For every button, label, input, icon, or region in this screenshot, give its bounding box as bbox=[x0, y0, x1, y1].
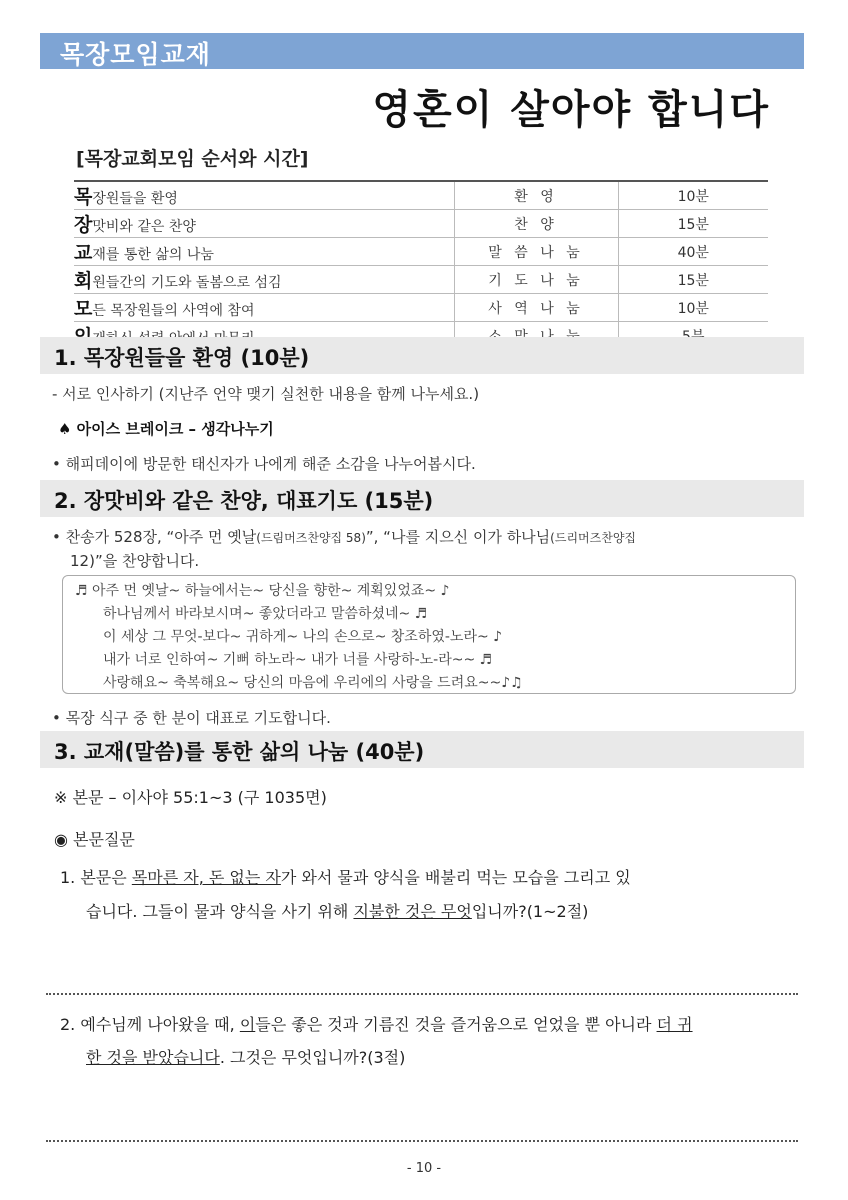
row-label: 재를 통한 삶의 나눔 bbox=[92, 247, 214, 263]
order-table bbox=[74, 180, 768, 351]
table-row bbox=[74, 181, 768, 210]
row-time: 10분 bbox=[618, 181, 768, 210]
order-heading: [목장교회모임 순서와 시간] bbox=[76, 148, 309, 170]
lyric-line: 이 세상 그 무엇-보다~ 귀하게~ 나의 손으로~ 창조하였-노라~ ♪ bbox=[103, 629, 503, 645]
row-type: 기 도 나 눔 bbox=[454, 266, 618, 294]
banner-title: 목장모임교재 bbox=[60, 40, 211, 69]
hymn-line-2: 12)”을 찬양합니다. bbox=[70, 552, 200, 570]
section-1-header bbox=[40, 337, 804, 374]
row-label: 맛비와 같은 찬양 bbox=[92, 219, 196, 235]
prayer-line: • 목장 식구 중 한 분이 대표로 기도합니다. bbox=[52, 709, 331, 727]
question-1-cont: 습니다. 그들이 물과 양식을 사기 위해 지불한 것은 무엇입니까?(1~2절) bbox=[86, 902, 589, 921]
row-time: 15분 bbox=[618, 266, 768, 294]
lyrics-box bbox=[62, 575, 796, 694]
row-time: 15분 bbox=[618, 210, 768, 238]
question-2-cont: 한 것을 받았습니다. 그것은 무엇입니까?(3절) bbox=[86, 1048, 406, 1067]
lyric-line: 하나님께서 바라보시며~ 좋았더라고 말씀하셨네~ ♬ bbox=[103, 606, 428, 622]
section-2-title: 2. 장맛비와 같은 찬양, 대표기도 (15분) bbox=[54, 489, 434, 513]
table-row bbox=[74, 294, 768, 322]
row-initial: 목 bbox=[74, 186, 93, 208]
row-label: 원들간의 기도와 돌봄으로 섬김 bbox=[92, 275, 282, 291]
lyric-line: ♬ 아주 먼 옛날~ 하늘에서는~ 당신을 향한~ 계획있었죠~ ♪ bbox=[75, 583, 450, 599]
row-initial: 교 bbox=[74, 242, 93, 264]
table-row bbox=[74, 238, 768, 266]
lyric-line: 사랑해요~ 축복해요~ 당신의 마음에 우리에의 사랑을 드려요~~♪♫ bbox=[103, 675, 523, 691]
icebreak-heading: ♠ 아이스 브레이크 – 생각나누기 bbox=[58, 420, 274, 438]
row-time: 10분 bbox=[618, 294, 768, 322]
row-initial: 장 bbox=[74, 214, 93, 236]
page-number: - 10 - bbox=[406, 1161, 442, 1176]
row-initial: 회 bbox=[74, 270, 93, 292]
row-label: 장원들을 환영 bbox=[92, 191, 178, 207]
greeting-instruction: - 서로 인사하기 (지난주 언약 맺기 실천한 내용을 함께 나누세요.) bbox=[52, 385, 480, 403]
answer-divider bbox=[46, 993, 798, 995]
row-type: 사 역 나 눔 bbox=[454, 294, 618, 322]
question-1: 1. 본문은 목마른 자, 돈 없는 자가 와서 물과 양식을 배불리 먹는 모습을 그리고 있 bbox=[60, 868, 631, 887]
top-banner bbox=[40, 33, 804, 69]
hymn-line: • 찬송가 528장, “아주 먼 옛날(드림머즈찬양집 58)”, “나를 지으신 이가 하나님(드리머즈찬양집 bbox=[52, 528, 636, 546]
questions-heading: ◉ 본문질문 bbox=[54, 830, 135, 849]
row-type: 찬 양 bbox=[454, 210, 618, 238]
question-2: 2. 예수님께 나아왔을 때, 이들은 좋은 것과 기름진 것을 즐거움으로 얻었을 뿐 아니라 더 귀 bbox=[60, 1015, 693, 1034]
row-label: 든 목장원들의 사역에 참여 bbox=[92, 303, 255, 319]
section-1-title: 1. 목장원들을 환영 (10분) bbox=[54, 346, 310, 370]
table-row bbox=[74, 266, 768, 294]
lyric-line: 내가 너로 인하여~ 기뻐 하노라~ 내가 너를 사랑하-노-라~~ ♬ bbox=[103, 652, 493, 668]
row-initial: 모 bbox=[74, 298, 93, 320]
table-row bbox=[74, 210, 768, 238]
section-3-header bbox=[40, 731, 804, 768]
answer-divider bbox=[46, 1140, 798, 1142]
row-type: 말 씀 나 눔 bbox=[454, 238, 618, 266]
row-time: 40분 bbox=[618, 238, 768, 266]
scripture-reference: ※ 본문 – 이사야 55:1~3 (구 1035면) bbox=[54, 788, 327, 807]
section-3-title: 3. 교재(말씀)를 통한 삶의 나눔 (40분) bbox=[54, 740, 425, 764]
row-type: 환 영 bbox=[454, 181, 618, 210]
section-2-header bbox=[40, 480, 804, 517]
page-title: 영혼이 살아야 합니다 bbox=[372, 87, 770, 133]
icebreak-question: • 해피데이에 방문한 태신자가 나에게 해준 소감을 나누어봅시다. bbox=[52, 455, 476, 473]
